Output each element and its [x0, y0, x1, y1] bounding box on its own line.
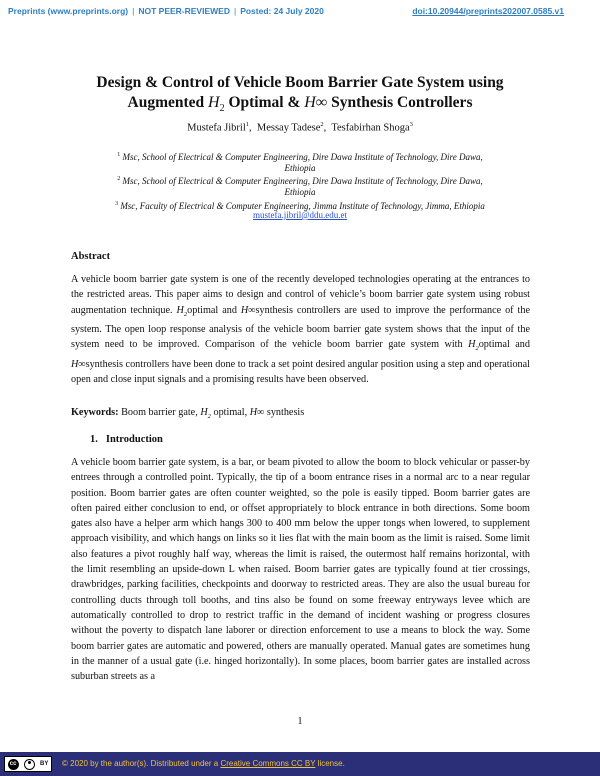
contact-email[interactable]: mustefa.jibril@ddu.edu.et	[252, 210, 348, 220]
author-2: Messay Tadese	[256, 122, 321, 134]
license-text: © 2020 by the author(s). Distributed under a Creative Commons CC BY license.	[62, 759, 345, 768]
h2-symbol: $H_2$	[208, 94, 225, 115]
section-heading-introduction: 1. Introduction	[90, 434, 163, 445]
hinf-symbol: H∞	[71, 358, 86, 370]
affiliation-1: $^1$ Msc, School of Electrical & Computer Engineering, Dire Dawa Institute of Technology, Dire Dawa, Ethiopia	[117, 152, 483, 173]
keywords-label: Keywords:	[71, 407, 119, 418]
source-link[interactable]: Preprints (www.preprints.org)	[8, 6, 129, 16]
affiliation-3: $^3$ Msc, Faculty of Electrical & Computer Engineering, Jimma Institute of Technology, Jimma, Ethiopia	[115, 201, 485, 211]
preprint-header	[0, 0, 600, 24]
license-footer	[0, 752, 600, 776]
h2-symbol: $H_2$	[176, 304, 188, 318]
author-3: Tesfabirhan Shoga	[331, 122, 410, 134]
page-number: 1	[297, 716, 303, 727]
title-line-1: Design & Control of Vehicle Boom Barrier Gate System using	[96, 74, 504, 91]
posted-date: Posted: 24 July 2020	[240, 6, 324, 16]
author-list: Mustefa Jibril$^1$, Messay Tadese$^2$, Tesfabirhan Shoga$^3$	[187, 121, 413, 134]
abstract-heading: Abstract	[71, 251, 111, 262]
h2-symbol: $H_2$	[468, 339, 479, 353]
cc-by-badge[interactable]: cc BY	[4, 756, 52, 772]
hinf-symbol: H∞	[249, 407, 265, 418]
hinf-symbol: H∞	[304, 94, 328, 111]
doi-link[interactable]: doi:10.20944/preprints202007.0585.v1	[412, 6, 564, 16]
header-info: Preprints (www.preprints.org) | NOT PEER-REVIEWED | Posted: 24 July 2020	[8, 6, 324, 16]
attribution-icon	[24, 759, 35, 770]
author-1: Mustefa Jibril	[187, 122, 246, 134]
introduction-text: A vehicle boom barrier gate system, is a bar, or beam pivoted to allow the boom to block vehicular or passer-by entrees through a controlled point. Typically, the tip of a boom entrance rises in a normal arc to a near regular position. Boom barrier gates are often counter weighted, so the pole is easily tipped. Boom barrier gates are often paired either conclusion to end, or offset appropriately to block entrance in both directions. Some boom gates also have a helper arm which hangs 300 to 400 mm below the upper tongs when lowered, to supplement approach visibility, and which hangs on links so it lies flat with the main boom as the limit is raised. Some limit also features a pivot roughly half way, whereas the limit is raised, the outermost half remains horizontal, with the limit resembling an upside-down L when raised. Boom barrier gates are typically found at tier crossings, drawbridges, parking facilities, checkpoints and doorway to restricted areas. They are also the usual bureau for controlling ducts through toll booths, and tins also be found on some freeway entryways levee which are automatically controlled to drop to restrict traffic in the demand of incident washing or progress closures without the poverty to dispatch lane laborer or direction enforcement to use a means to block the way. Some boom barrier gates are automatic and powered, others are manually operated. Manual gates are sometimes hung in the manner of a usual gate (i.e. hinged horizontally). In some places, boom barrier gates are installed across suburban streets as a	[71, 457, 530, 683]
affiliation-2: $^2$ Msc, School of Electrical & Computer Engineering, Dire Dawa Institute of Technology, Dire Dawa, Ethiopia	[117, 176, 483, 197]
title-line-2: Augmented $H_2$ Optimal & H∞ Synthesis Controllers	[127, 94, 473, 115]
h2-symbol: $H_2$	[200, 407, 211, 421]
keywords-line: Keywords: Boom barrier gate, $H_2$ optimal, H∞ synthesis	[71, 407, 305, 421]
creative-commons-icon: cc	[8, 759, 19, 770]
abstract-text: A vehicle boom barrier gate system is one of the recently developed technologies operating at the entrances to the restricted areas. This paper aims to design and control of vehicle’s boom barrier gate system using robust augmentation technique. $H_2optimal$ and H∞synthesis controllers are used to improve the performance of the system. The open loop response analysis of the vehicle boom barrier gate system shows that the input of the system need to be improved. Comparison of the vehicle boom barrier gate system with $H_2optimal$ and H∞synthesis controllers have been done to track a set point desired angular position using a step and operational open and close input signals and a promising results have been observed.	[71, 274, 530, 385]
hinf-symbol: H∞	[240, 304, 256, 316]
paper-title	[60, 73, 540, 119]
license-link[interactable]: Creative Commons CC BY	[220, 759, 316, 768]
review-status: NOT PEER-REVIEWED	[138, 6, 230, 16]
